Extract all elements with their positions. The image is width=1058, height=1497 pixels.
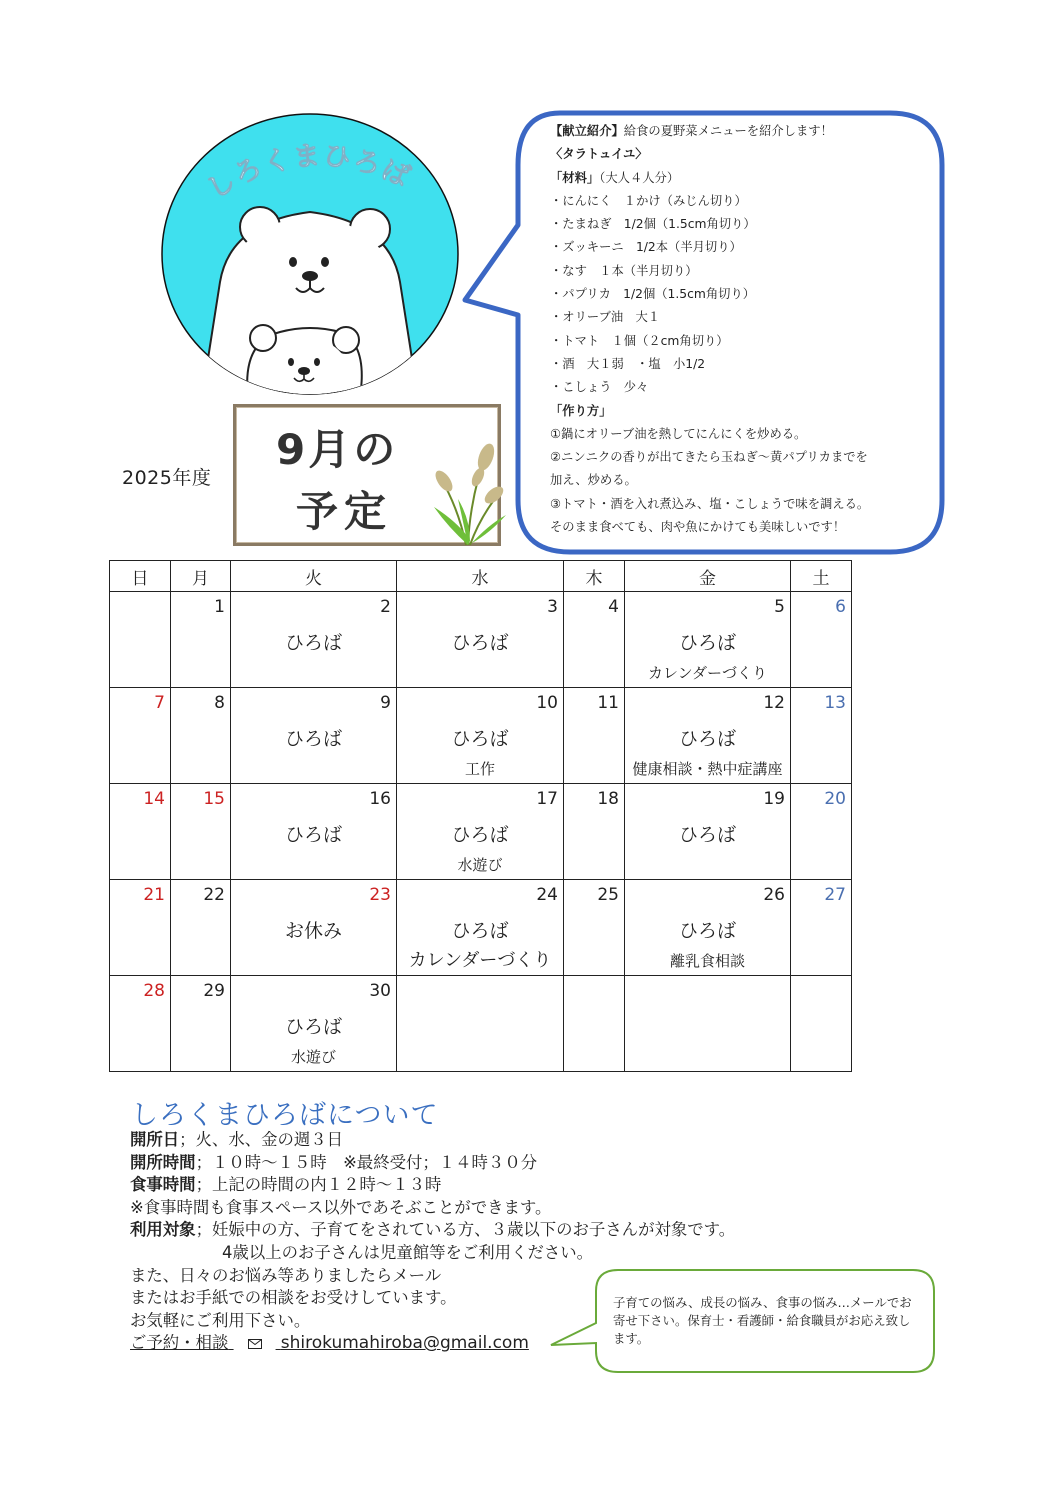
calendar-day-cell <box>564 880 625 976</box>
day-number: 15 <box>203 789 225 809</box>
method-step: ②ニンニクの香りが出てきたら玉ねぎ～黄パプリカまでを <box>550 450 868 465</box>
calendar-day-cell <box>171 592 231 688</box>
weekday-header: 土 <box>791 561 852 592</box>
calendar-day-cell <box>397 784 564 880</box>
event-primary: ひろば <box>678 920 736 942</box>
day-number: 19 <box>763 789 785 809</box>
day-number: 25 <box>597 885 619 905</box>
day-number: 2 <box>380 597 391 617</box>
calendar-week-row <box>110 784 852 880</box>
event-primary: ひろば <box>284 632 342 654</box>
day-number: 8 <box>214 693 225 713</box>
calendar-day-cell <box>791 976 852 1072</box>
target-note: 4歳以上のお子さんは児童館等をご利用ください。 <box>222 1242 594 1262</box>
ingredient-item: ・ズッキーニ 1/2本（半月切り） <box>550 240 742 255</box>
calendar-day-cell <box>397 592 564 688</box>
method-step: そのまま食べても、肉や魚にかけても美味しいです！ <box>550 520 846 535</box>
event-primary: ひろば <box>451 728 509 750</box>
event-secondary: 水遊び <box>457 856 503 874</box>
day-number: 21 <box>143 885 165 905</box>
shirokuma-logo <box>160 112 460 397</box>
dish-name: 〈タラトュイユ〉 <box>550 147 648 162</box>
ingredients-serving: （大人４人分） <box>599 170 680 185</box>
calendar-day-cell <box>791 688 852 784</box>
calendar-week-row <box>110 880 852 976</box>
event-primary: ひろば <box>284 824 342 846</box>
day-number: 24 <box>536 885 558 905</box>
consultation-message: 子育ての悩み、成長の悩み、食事の悩み…メールでお寄せ下さい。保育士・看護師・給食職員がお応え致します。 <box>613 1295 912 1346</box>
day-number: 30 <box>369 981 391 1001</box>
calendar-day-cell <box>397 880 564 976</box>
open-days-label: 開所日 <box>130 1130 180 1149</box>
fiscal-year: 2025年度 <box>122 467 212 489</box>
meal-label: 食事時間 <box>130 1175 196 1195</box>
calendar-day-cell <box>110 880 171 976</box>
info-line: お気軽にご利用下さい。 <box>130 1310 311 1330</box>
ingredient-item: ・たまねぎ 1/2個（1.5cm角切り） <box>550 217 756 232</box>
calendar-week-row <box>110 592 852 688</box>
weekday-header: 日 <box>110 561 171 592</box>
event-secondary: カレンダーづくり <box>408 950 552 971</box>
day-number: 4 <box>608 597 619 617</box>
day-number: 5 <box>774 597 785 617</box>
monthly-calendar <box>109 560 852 1072</box>
contact-email-link[interactable]: shirokumahiroba@gmail.com <box>280 1333 529 1354</box>
day-number: 11 <box>597 693 619 713</box>
calendar-day-cell <box>791 784 852 880</box>
event-primary: ひろば <box>284 728 342 750</box>
ingredient-item: ・オリーブ油 大１ <box>550 310 661 325</box>
day-number: 28 <box>143 981 165 1001</box>
calendar-week-row <box>110 688 852 784</box>
calendar-day-cell <box>564 976 625 1072</box>
day-number: 6 <box>835 597 846 617</box>
ingredient-item: ・酒 大１弱 ・塩 小1/2 <box>550 356 706 371</box>
event-secondary: 離乳食相談 <box>669 952 745 970</box>
day-number: 23 <box>369 885 391 905</box>
day-number: 3 <box>547 597 558 617</box>
calendar-day-cell <box>625 688 791 784</box>
contact-label: ご予約・相談 <box>130 1333 229 1353</box>
day-number: 7 <box>154 693 165 713</box>
meal-time: ；上記の時間の内１２時～１３時 <box>195 1175 442 1195</box>
calendar-day-cell <box>564 592 625 688</box>
event-secondary: 健康相談・熱中症講座 <box>632 760 783 778</box>
weekday-header: 金 <box>625 561 791 592</box>
day-number: 17 <box>536 789 558 809</box>
calendar-day-cell <box>110 784 171 880</box>
envelope-icon <box>248 1333 262 1356</box>
calendar-day-cell <box>231 688 397 784</box>
method-step: ③トマト・酒を入れ煮込み、塩・こしょうで味を調える。 <box>550 496 870 511</box>
calendar-day-cell <box>564 784 625 880</box>
calendar-day-cell <box>231 592 397 688</box>
open-days: ；火、水、金の週３日 <box>179 1130 344 1149</box>
calendar-day-cell <box>564 688 625 784</box>
info-line: また、日々のお悩み等ありましたらメール <box>130 1265 442 1285</box>
calendar-day-cell <box>110 592 171 688</box>
event-primary: ひろば <box>284 1016 342 1038</box>
menu-heading-text: 給食の夏野菜メニューを紹介します！ <box>623 124 833 138</box>
calendar-day-cell <box>171 688 231 784</box>
polar-bear-icon <box>160 112 460 397</box>
ingredients-label: 「材料」 <box>550 170 600 185</box>
calendar-day-cell <box>625 976 791 1072</box>
calendar-week-row <box>110 976 852 1072</box>
day-number: 27 <box>824 885 846 905</box>
event-primary: ひろば <box>678 824 736 846</box>
day-number: 1 <box>214 597 225 617</box>
day-number: 26 <box>763 885 785 905</box>
calendar-day-cell <box>231 976 397 1072</box>
weekday-header: 火 <box>231 561 397 592</box>
event-primary: お休み <box>284 920 342 942</box>
day-number: 10 <box>536 693 558 713</box>
calendar-day-cell <box>110 976 171 1072</box>
calendar-day-cell <box>791 880 852 976</box>
event-primary: ひろば <box>678 728 736 750</box>
weekday-header-row <box>110 561 852 592</box>
event-secondary: 工作 <box>464 760 495 778</box>
ingredient-item: ・にんにく １かけ（みじん切り） <box>550 193 747 208</box>
target: ；妊娠中の方、子育てをされている方、３歳以下のお子さんが対象です。 <box>195 1220 736 1240</box>
calendar-day-cell <box>397 976 564 1072</box>
method-step: 加え、炒める。 <box>550 473 637 488</box>
weekday-header: 木 <box>564 561 625 592</box>
day-number: 9 <box>380 693 391 713</box>
calendar-day-cell <box>625 880 791 976</box>
menu-heading-label: 【献立紹介】 <box>550 124 624 138</box>
calendar-day-cell <box>110 688 171 784</box>
menu-introduction <box>550 120 930 539</box>
info-line: またはお手紙での相談をお受けしています。 <box>130 1288 457 1308</box>
calendar-day-cell <box>171 880 231 976</box>
method-step: ①鍋にオリーブ油を熱してにんにくを炒める。 <box>550 426 807 441</box>
calendar-day-cell <box>231 784 397 880</box>
day-number: 16 <box>369 789 391 809</box>
day-number: 20 <box>824 789 846 809</box>
event-primary: ひろば <box>451 920 509 942</box>
target-label: 利用対象 <box>130 1220 196 1240</box>
weekday-header: 水 <box>397 561 564 592</box>
calendar-day-cell <box>231 880 397 976</box>
day-number: 14 <box>143 789 165 809</box>
day-number: 22 <box>203 885 225 905</box>
event-primary: ひろば <box>678 632 736 654</box>
calendar-day-cell <box>791 592 852 688</box>
calendar-day-cell <box>397 688 564 784</box>
event-secondary: 水遊び <box>290 1048 336 1066</box>
ingredient-item: ・なす １本（半月切り） <box>550 263 698 278</box>
page-title-schedule: 予定 <box>296 487 393 536</box>
ingredient-item: ・こしょう 少々 <box>550 380 649 395</box>
ingredient-item: ・パプリカ 1/2個（1.5cm角切り） <box>550 287 756 302</box>
calendar-day-cell <box>625 592 791 688</box>
meal-note: ※食事時間も食事スペース以外であそぶことができます。 <box>130 1197 552 1217</box>
calendar-day-cell <box>625 784 791 880</box>
method-label: 「作り方」 <box>550 403 612 418</box>
event-secondary: カレンダーづくり <box>647 664 768 682</box>
info-heading: しろくまひろばについて <box>131 1100 439 1131</box>
page-title-month: 9月の <box>276 425 399 474</box>
calendar-day-cell <box>171 976 231 1072</box>
day-number: 12 <box>763 693 785 713</box>
event-primary: ひろば <box>451 632 509 654</box>
event-primary: ひろば <box>451 824 509 846</box>
ingredient-item: ・トマト １個（２cm角切り） <box>550 333 729 348</box>
logo-text: しろくまひろば <box>201 140 416 206</box>
hours: ；１０時～１５時 ※最終受付；１４時３０分 <box>195 1152 538 1172</box>
day-number: 29 <box>203 981 225 1001</box>
day-number: 13 <box>824 693 846 713</box>
hours-label: 開所時間 <box>130 1152 196 1172</box>
calendar-day-cell <box>171 784 231 880</box>
day-number: 18 <box>597 789 619 809</box>
weekday-header: 月 <box>171 561 231 592</box>
